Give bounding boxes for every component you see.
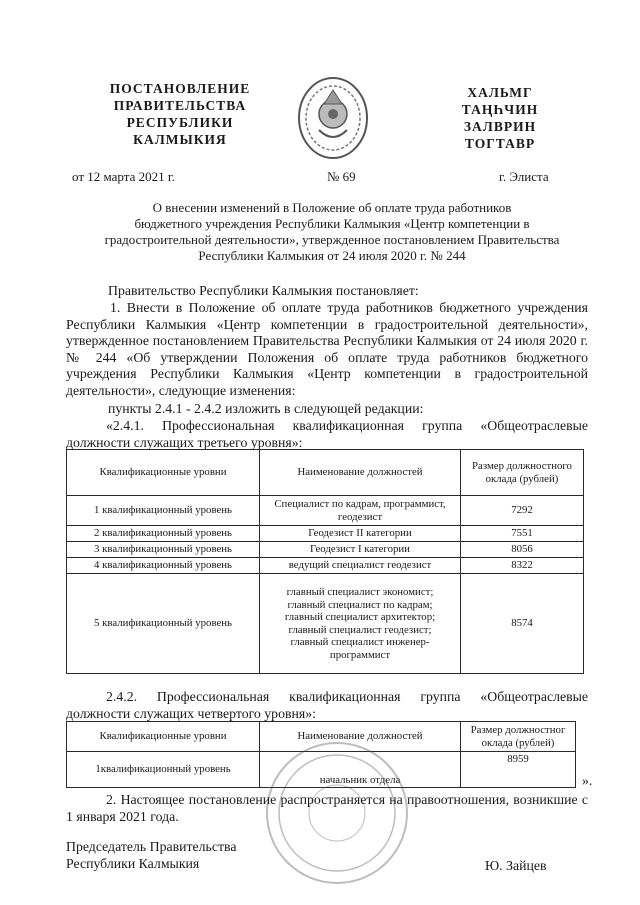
header-left <box>80 80 280 148</box>
table-row <box>67 526 584 542</box>
document-title <box>62 200 602 264</box>
signature-title <box>66 839 236 872</box>
header-left-line-4: КАЛМЫКИЯ <box>133 132 227 147</box>
item-1-text: 1. Внести в Положение об оплате труда работников бюджетного учреждения Республики Калмыкия «Центр компетенции в градостроительной деятельности», утвержденное постановлением Правительства Республики Калмыкия от 24 июля 2020 г. № 244 «Об утверждении Положения об оплате труда работников бюджетного учреждения Республики Калмыкия «Центр компетенции в градостроительной деятельности», следующие изменения: <box>66 300 588 398</box>
table-cell: Геодезист I категории <box>260 542 461 558</box>
points-text: пункты 2.4.1 - 2.4.2 изложить в следующей редакции: <box>108 401 424 416</box>
p242-text: 2.4.2. Профессиональная квалификационная группа «Общеотраслевые должности служащих четвертого уровня»: <box>66 689 588 721</box>
header-right-line-3: ЗАЛВРИН <box>463 119 537 134</box>
header-right-line-2: ТАҢҺЧИН <box>461 102 539 117</box>
header-right <box>440 84 560 152</box>
table-header-cell: Размер должностного оклада (рублей) <box>461 450 584 496</box>
table-cell: 7292 <box>461 496 584 526</box>
intro-text: Правительство Республики Калмыкия постановляет: <box>108 283 419 298</box>
header-right-line-1: ХАЛЬМГ <box>467 85 533 100</box>
header-left-line-3: РЕСПУБЛИКИ <box>126 115 234 130</box>
signature-title-line-1: Председатель Правительства <box>66 839 237 854</box>
title-line-3: градостроительной деятельности», утвержденное постановлением Правительства <box>104 232 560 247</box>
table-cell: 8959 <box>461 752 576 788</box>
table-cell: 4 квалификационный уровень <box>67 558 260 574</box>
table-cell: ведущий специалист геодезист <box>260 558 461 574</box>
table-cell: 1квалификационный уровень <box>67 752 260 788</box>
document-date: от 12 марта 2021 г. <box>72 169 175 184</box>
table-row <box>67 558 584 574</box>
table-cell: главный специалист экономист; главный специалист по кадрам; главный специалист архитектор; главный специалист геодезист; главный специалист инженер-программист <box>260 574 461 674</box>
table-cell: 1 квалификационный уровень <box>67 496 260 526</box>
table-cell: 3 квалификационный уровень <box>67 542 260 558</box>
table-header-row <box>67 450 584 496</box>
table-cell: 2 квалификационный уровень <box>67 526 260 542</box>
table-header-cell: Наименование должностей <box>260 722 461 752</box>
table-header-cell: Наименование должностей <box>260 450 461 496</box>
emblem-icon <box>296 74 370 160</box>
table-cell: Геодезист II категории <box>260 526 461 542</box>
header-left-line-2: ПРАВИТЕЛЬСТВА <box>113 98 247 113</box>
table-cell: начальник отдела <box>260 752 461 788</box>
closing-quote: ». <box>582 773 593 788</box>
signature-title-line-2: Республики Калмыкия <box>66 855 200 871</box>
title-line-1: О внесении изменений в Положение об оплате труда работников <box>152 200 512 215</box>
table-row <box>67 574 584 674</box>
table-row <box>67 496 584 526</box>
document-city: г. Элиста <box>499 169 549 184</box>
table-cell: 8322 <box>461 558 584 574</box>
stamp-icon <box>262 738 412 888</box>
table-header-cell: Квалификационные уровни <box>67 450 260 496</box>
table-cell: Специалист по кадрам, программист, геодезист <box>260 496 461 526</box>
table-header-cell: Квалификационные уровни <box>67 722 260 752</box>
table-cell: 8574 <box>461 574 584 674</box>
header-left-line-1: ПОСТАНОВЛЕНИЕ <box>109 81 251 96</box>
title-line-4: Республики Калмыкия от 24 июля 2020 г. № 244 <box>198 248 466 263</box>
signature-name: Ю. Зайцев <box>485 858 547 873</box>
salary-table-third-level <box>66 449 584 674</box>
item-2-text: 2. Настоящее постановление распространяется на правоотношения, возникшие с 1 января 2021 года. <box>66 792 588 824</box>
table-header-cell: Размер должностног оклада (рублей) <box>461 722 576 752</box>
header-right-line-4: ТОГТАВР <box>464 136 536 151</box>
table-row <box>67 542 584 558</box>
document-number: № 69 <box>327 169 356 184</box>
table-cell: 5 квалификационный уровень <box>67 574 260 674</box>
title-line-2: бюджетного учреждения Республики Калмыкия «Центр компетенции в <box>134 216 530 231</box>
p241-text: «2.4.1. Профессиональная квалификационная группа «Общеотраслевые должности служащих третьего уровня»: <box>66 418 588 450</box>
table-cell: 8056 <box>461 542 584 558</box>
table-cell: 7551 <box>461 526 584 542</box>
